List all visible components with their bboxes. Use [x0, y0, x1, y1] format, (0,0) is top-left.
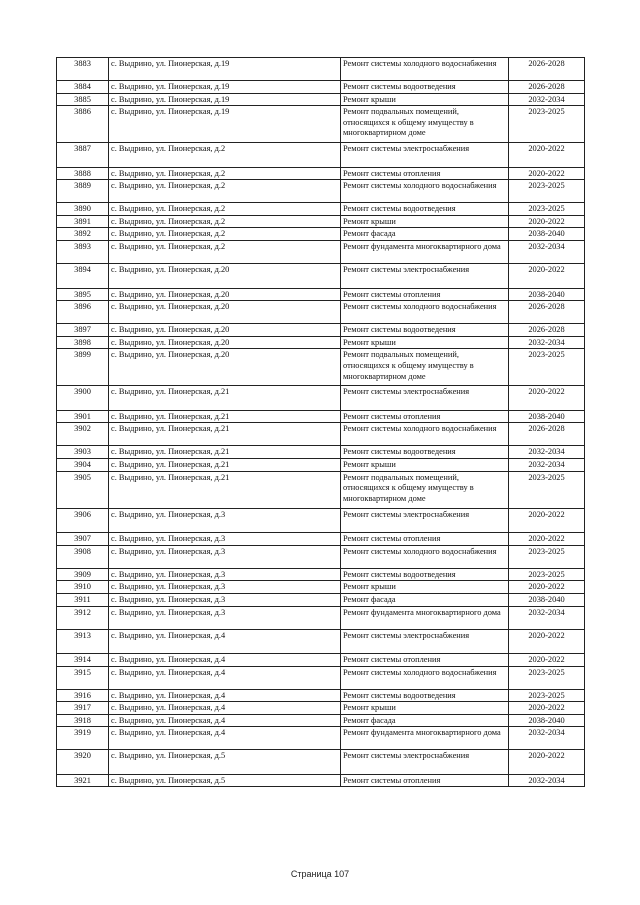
work-type-cell: Ремонт фундамента многоквартирного дома	[341, 606, 509, 629]
address-cell: с. Выдрино, ул. Пионерская, д.3	[109, 568, 341, 581]
work-type-cell: Ремонт системы отопления	[341, 410, 509, 423]
address-cell: с. Выдрино, ул. Пионерская, д.4	[109, 727, 341, 750]
table-row	[57, 241, 585, 264]
row-number-cell: 3907	[57, 533, 109, 546]
work-type-cell: Ремонт системы отопления	[341, 654, 509, 667]
work-type-cell: Ремонт подвальных помещений, относящихся к общему имуществу в многоквартирном доме	[341, 349, 509, 386]
address-cell: с. Выдрино, ул. Пионерская, д.21	[109, 459, 341, 472]
row-number-cell: 3918	[57, 714, 109, 727]
period-cell: 2026-2028	[509, 423, 585, 446]
table-row	[57, 606, 585, 629]
work-type-cell: Ремонт фасада	[341, 714, 509, 727]
work-type-cell: Ремонт системы водоотведения	[341, 446, 509, 459]
address-cell: с. Выдрино, ул. Пионерская, д.4	[109, 714, 341, 727]
table-body	[57, 58, 585, 787]
work-type-cell: Ремонт фундамента многоквартирного дома	[341, 241, 509, 264]
row-number-cell: 3908	[57, 545, 109, 568]
period-cell: 2020-2022	[509, 143, 585, 168]
address-cell: с. Выдрино, ул. Пионерская, д.2	[109, 143, 341, 168]
table-row	[57, 386, 585, 411]
row-number-cell: 3896	[57, 301, 109, 324]
row-number-cell: 3883	[57, 58, 109, 81]
row-number-cell: 3909	[57, 568, 109, 581]
address-cell: с. Выдрино, ул. Пионерская, д.20	[109, 288, 341, 301]
address-cell: с. Выдрино, ул. Пионерская, д.2	[109, 241, 341, 264]
work-type-cell: Ремонт системы холодного водоснабжения	[341, 423, 509, 446]
row-number-cell: 3916	[57, 689, 109, 702]
address-cell: с. Выдрино, ул. Пионерская, д.4	[109, 654, 341, 667]
address-cell: с. Выдрино, ул. Пионерская, д.2	[109, 215, 341, 228]
address-cell: с. Выдрино, ул. Пионерская, д.2	[109, 167, 341, 180]
period-cell: 2023-2025	[509, 568, 585, 581]
table-row	[57, 264, 585, 289]
row-number-cell: 3897	[57, 324, 109, 337]
table-row	[57, 215, 585, 228]
row-number-cell: 3893	[57, 241, 109, 264]
table-row	[57, 336, 585, 349]
row-number-cell: 3910	[57, 581, 109, 594]
period-cell: 2023-2025	[509, 666, 585, 689]
work-type-cell: Ремонт крыши	[341, 336, 509, 349]
row-number-cell: 3894	[57, 264, 109, 289]
work-type-cell: Ремонт системы отопления	[341, 774, 509, 787]
address-cell: с. Выдрино, ул. Пионерская, д.3	[109, 545, 341, 568]
work-type-cell: Ремонт фасада	[341, 228, 509, 241]
table-row	[57, 167, 585, 180]
period-cell: 2032-2034	[509, 459, 585, 472]
row-number-cell: 3891	[57, 215, 109, 228]
work-type-cell: Ремонт подвальных помещений, относящихся к общему имуществу в многоквартирном доме	[341, 106, 509, 143]
row-number-cell: 3901	[57, 410, 109, 423]
table-row	[57, 533, 585, 546]
address-cell: с. Выдрино, ул. Пионерская, д.19	[109, 81, 341, 94]
address-cell: с. Выдрино, ул. Пионерская, д.2	[109, 228, 341, 241]
table-row	[57, 349, 585, 386]
period-cell: 2020-2022	[509, 629, 585, 654]
period-cell: 2032-2034	[509, 774, 585, 787]
table-row	[57, 446, 585, 459]
period-cell: 2032-2034	[509, 727, 585, 750]
address-cell: с. Выдрино, ул. Пионерская, д.21	[109, 423, 341, 446]
work-type-cell: Ремонт системы холодного водоснабжения	[341, 301, 509, 324]
period-cell: 2023-2025	[509, 180, 585, 203]
row-number-cell: 3895	[57, 288, 109, 301]
period-cell: 2038-2040	[509, 288, 585, 301]
period-cell: 2020-2022	[509, 581, 585, 594]
table-row	[57, 180, 585, 203]
work-type-cell: Ремонт фундамента многоквартирного дома	[341, 727, 509, 750]
row-number-cell: 3886	[57, 106, 109, 143]
work-type-cell: Ремонт системы электроснабжения	[341, 386, 509, 411]
period-cell: 2023-2025	[509, 203, 585, 216]
table-row	[57, 203, 585, 216]
address-cell: с. Выдрино, ул. Пионерская, д.21	[109, 410, 341, 423]
page-number: Страница 107	[290, 869, 350, 879]
address-cell: с. Выдрино, ул. Пионерская, д.19	[109, 93, 341, 106]
period-cell: 2020-2022	[509, 386, 585, 411]
period-cell: 2023-2025	[509, 349, 585, 386]
period-cell: 2038-2040	[509, 410, 585, 423]
table-row	[57, 106, 585, 143]
period-cell: 2023-2025	[509, 106, 585, 143]
work-type-cell: Ремонт крыши	[341, 215, 509, 228]
period-cell: 2032-2034	[509, 336, 585, 349]
work-type-cell: Ремонт системы водоотведения	[341, 203, 509, 216]
table-row	[57, 568, 585, 581]
table-row	[57, 93, 585, 106]
row-number-cell: 3888	[57, 167, 109, 180]
table-row	[57, 654, 585, 667]
address-cell: с. Выдрино, ул. Пионерская, д.3	[109, 581, 341, 594]
row-number-cell: 3913	[57, 629, 109, 654]
work-type-cell: Ремонт крыши	[341, 93, 509, 106]
work-type-cell: Ремонт системы холодного водоснабжения	[341, 180, 509, 203]
row-number-cell: 3887	[57, 143, 109, 168]
address-cell: с. Выдрино, ул. Пионерская, д.4	[109, 666, 341, 689]
period-cell: 2020-2022	[509, 533, 585, 546]
address-cell: с. Выдрино, ул. Пионерская, д.5	[109, 750, 341, 775]
period-cell: 2032-2034	[509, 606, 585, 629]
address-cell: с. Выдрино, ул. Пионерская, д.19	[109, 106, 341, 143]
address-cell: с. Выдрино, ул. Пионерская, д.20	[109, 336, 341, 349]
period-cell: 2020-2022	[509, 167, 585, 180]
work-type-cell: Ремонт системы электроснабжения	[341, 143, 509, 168]
period-cell: 2026-2028	[509, 81, 585, 94]
address-cell: с. Выдрино, ул. Пионерская, д.3	[109, 593, 341, 606]
work-type-cell: Ремонт системы водоотведения	[341, 81, 509, 94]
table-row	[57, 689, 585, 702]
table-row	[57, 301, 585, 324]
period-cell: 2032-2034	[509, 93, 585, 106]
address-cell: с. Выдрино, ул. Пионерская, д.3	[109, 508, 341, 533]
row-number-cell: 3920	[57, 750, 109, 775]
period-cell: 2020-2022	[509, 508, 585, 533]
row-number-cell: 3898	[57, 336, 109, 349]
work-type-cell: Ремонт системы отопления	[341, 288, 509, 301]
period-cell: 2023-2025	[509, 471, 585, 508]
work-type-cell: Ремонт крыши	[341, 581, 509, 594]
row-number-cell: 3900	[57, 386, 109, 411]
period-cell: 2023-2025	[509, 689, 585, 702]
work-type-cell: Ремонт системы электроснабжения	[341, 750, 509, 775]
row-number-cell: 3911	[57, 593, 109, 606]
row-number-cell: 3919	[57, 727, 109, 750]
row-number-cell: 3889	[57, 180, 109, 203]
period-cell: 2032-2034	[509, 241, 585, 264]
period-cell: 2038-2040	[509, 593, 585, 606]
table-row	[57, 58, 585, 81]
address-cell: с. Выдрино, ул. Пионерская, д.2	[109, 203, 341, 216]
work-type-cell: Ремонт системы отопления	[341, 533, 509, 546]
row-number-cell: 3892	[57, 228, 109, 241]
work-type-cell: Ремонт системы холодного водоснабжения	[341, 545, 509, 568]
row-number-cell: 3905	[57, 471, 109, 508]
period-cell: 2038-2040	[509, 228, 585, 241]
period-cell: 2020-2022	[509, 264, 585, 289]
table-row	[57, 750, 585, 775]
address-cell: с. Выдрино, ул. Пионерская, д.20	[109, 324, 341, 337]
table-row	[57, 581, 585, 594]
table-row	[57, 288, 585, 301]
table-row	[57, 714, 585, 727]
address-cell: с. Выдрино, ул. Пионерская, д.21	[109, 446, 341, 459]
address-cell: с. Выдрино, ул. Пионерская, д.21	[109, 471, 341, 508]
repair-schedule-table	[56, 57, 585, 787]
address-cell: с. Выдрино, ул. Пионерская, д.21	[109, 386, 341, 411]
period-cell: 2026-2028	[509, 324, 585, 337]
address-cell: с. Выдрино, ул. Пионерская, д.20	[109, 301, 341, 324]
address-cell: с. Выдрино, ул. Пионерская, д.4	[109, 629, 341, 654]
row-number-cell: 3904	[57, 459, 109, 472]
period-cell: 2023-2025	[509, 545, 585, 568]
row-number-cell: 3914	[57, 654, 109, 667]
address-cell: с. Выдрино, ул. Пионерская, д.19	[109, 58, 341, 81]
table-row	[57, 459, 585, 472]
period-cell: 2020-2022	[509, 750, 585, 775]
address-cell: с. Выдрино, ул. Пионерская, д.3	[109, 606, 341, 629]
table-row	[57, 727, 585, 750]
work-type-cell: Ремонт подвальных помещений, относящихся к общему имуществу в многоквартирном доме	[341, 471, 509, 508]
row-number-cell: 3902	[57, 423, 109, 446]
table-row	[57, 508, 585, 533]
table-row	[57, 471, 585, 508]
table-row	[57, 666, 585, 689]
period-cell: 2026-2028	[509, 58, 585, 81]
address-cell: с. Выдрино, ул. Пионерская, д.5	[109, 774, 341, 787]
table-row	[57, 324, 585, 337]
work-type-cell: Ремонт системы электроснабжения	[341, 264, 509, 289]
row-number-cell: 3884	[57, 81, 109, 94]
address-cell: с. Выдрино, ул. Пионерская, д.20	[109, 264, 341, 289]
work-type-cell: Ремонт системы водоотведения	[341, 568, 509, 581]
work-type-cell: Ремонт системы холодного водоснабжения	[341, 666, 509, 689]
row-number-cell: 3915	[57, 666, 109, 689]
period-cell: 2032-2034	[509, 446, 585, 459]
work-type-cell: Ремонт системы холодного водоснабжения	[341, 58, 509, 81]
table-row	[57, 81, 585, 94]
period-cell: 2038-2040	[509, 714, 585, 727]
row-number-cell: 3912	[57, 606, 109, 629]
table-row	[57, 423, 585, 446]
address-cell: с. Выдрино, ул. Пионерская, д.4	[109, 702, 341, 715]
table-row	[57, 228, 585, 241]
table-row	[57, 143, 585, 168]
table-row	[57, 593, 585, 606]
work-type-cell: Ремонт крыши	[341, 702, 509, 715]
table-row	[57, 410, 585, 423]
table-row	[57, 629, 585, 654]
row-number-cell: 3917	[57, 702, 109, 715]
row-number-cell: 3903	[57, 446, 109, 459]
period-cell: 2020-2022	[509, 702, 585, 715]
address-cell: с. Выдрино, ул. Пионерская, д.4	[109, 689, 341, 702]
address-cell: с. Выдрино, ул. Пионерская, д.2	[109, 180, 341, 203]
address-cell: с. Выдрино, ул. Пионерская, д.3	[109, 533, 341, 546]
row-number-cell: 3921	[57, 774, 109, 787]
period-cell: 2026-2028	[509, 301, 585, 324]
row-number-cell: 3890	[57, 203, 109, 216]
table-row	[57, 545, 585, 568]
period-cell: 2020-2022	[509, 654, 585, 667]
row-number-cell: 3885	[57, 93, 109, 106]
work-type-cell: Ремонт системы отопления	[341, 167, 509, 180]
row-number-cell: 3899	[57, 349, 109, 386]
table-row	[57, 702, 585, 715]
work-type-cell: Ремонт системы электроснабжения	[341, 508, 509, 533]
work-type-cell: Ремонт системы водоотведения	[341, 689, 509, 702]
table-row	[57, 774, 585, 787]
period-cell: 2020-2022	[509, 215, 585, 228]
row-number-cell: 3906	[57, 508, 109, 533]
work-type-cell: Ремонт системы электроснабжения	[341, 629, 509, 654]
address-cell: с. Выдрино, ул. Пионерская, д.20	[109, 349, 341, 386]
work-type-cell: Ремонт крыши	[341, 459, 509, 472]
work-type-cell: Ремонт системы водоотведения	[341, 324, 509, 337]
work-type-cell: Ремонт фасада	[341, 593, 509, 606]
